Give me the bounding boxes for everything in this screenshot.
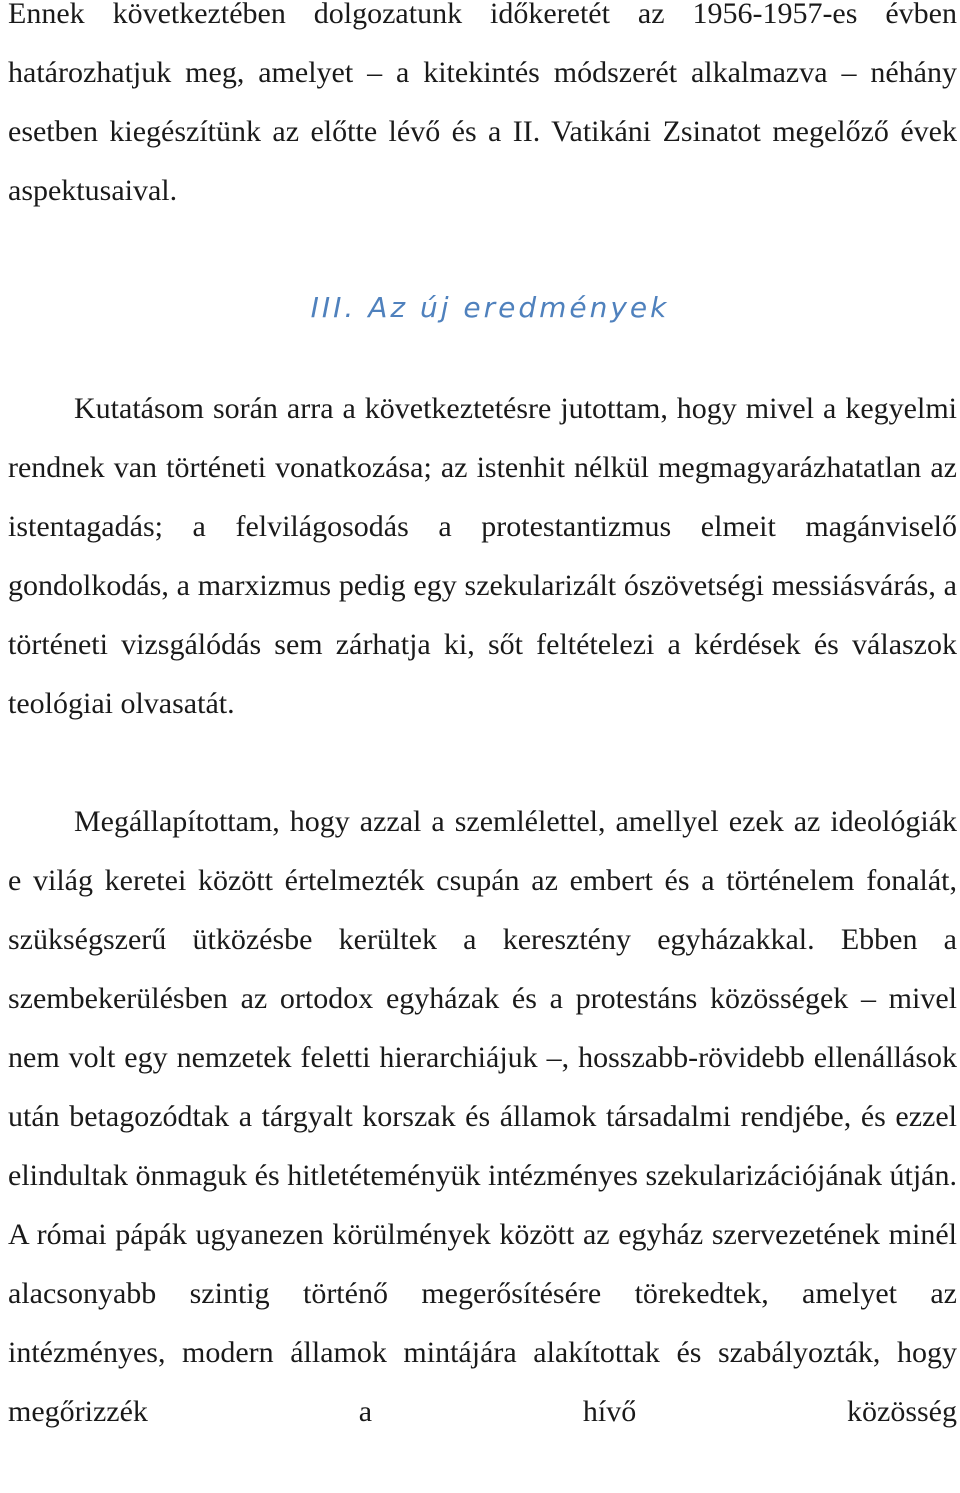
section-heading: III. Az új eredmények	[310, 291, 670, 324]
body-paragraph-conclusions: Kutatásom során arra a következtetésre jutottam, hogy mivel a kegyelmi rendnek van történeti vonatkozása; az istenhit nélkül megmagyarázhatatlan az istentagadás; a felvilágosodás a protestantizmus elmeit magánviselő gondolkodás, a marxizmus pedig egy szekularizált ószövetségi messiásvárás, a történeti vizsgálódás sem zárhatja ki, sőt feltételezi a kérdések és válaszok teológiai olvasatát.	[8, 392, 957, 720]
intro-paragraph: Ennek következtében dolgozatunk időkeretét az 1956-1957-es évben határozhatjuk meg, amelyet – a kitekintés módszerét alkalmazva – néhány esetben kiegészítünk az előtte lévő és a II. Vatikáni Zsinatot megelőző évek aspektusaival.	[8, 0, 957, 207]
body-paragraph-findings: Megállapítottam, hogy azzal a szemlélettel, amellyel ezek az ideológiák e világ keretei között értelmezték csupán az embert és a történelem fonalát, szükségszerű ütközésbe kerültek a keresztény egyházakkal. Ebben a szembekerülésben az ortodox egyházak és a protestáns közösségek – mivel nem volt egy nemzetek feletti hierarchiájuk –, hosszabb-rövidebb ellenállások után betagozódtak a tárgyalt korszak és államok társadalmi rendjébe, és ezzel elindultak önmaguk és hitletéteményük intézményes szekularizációjának útján. A római pápák ugyanezen körülmények között az egyház szervezetének minél alacsonyabb szintig történő megerősítésére törekedtek, amelyet az intézményes, modern államok mintájára alakítottak és szabályozták, hogy megőrizzék a hívő közösség	[8, 805, 957, 1428]
